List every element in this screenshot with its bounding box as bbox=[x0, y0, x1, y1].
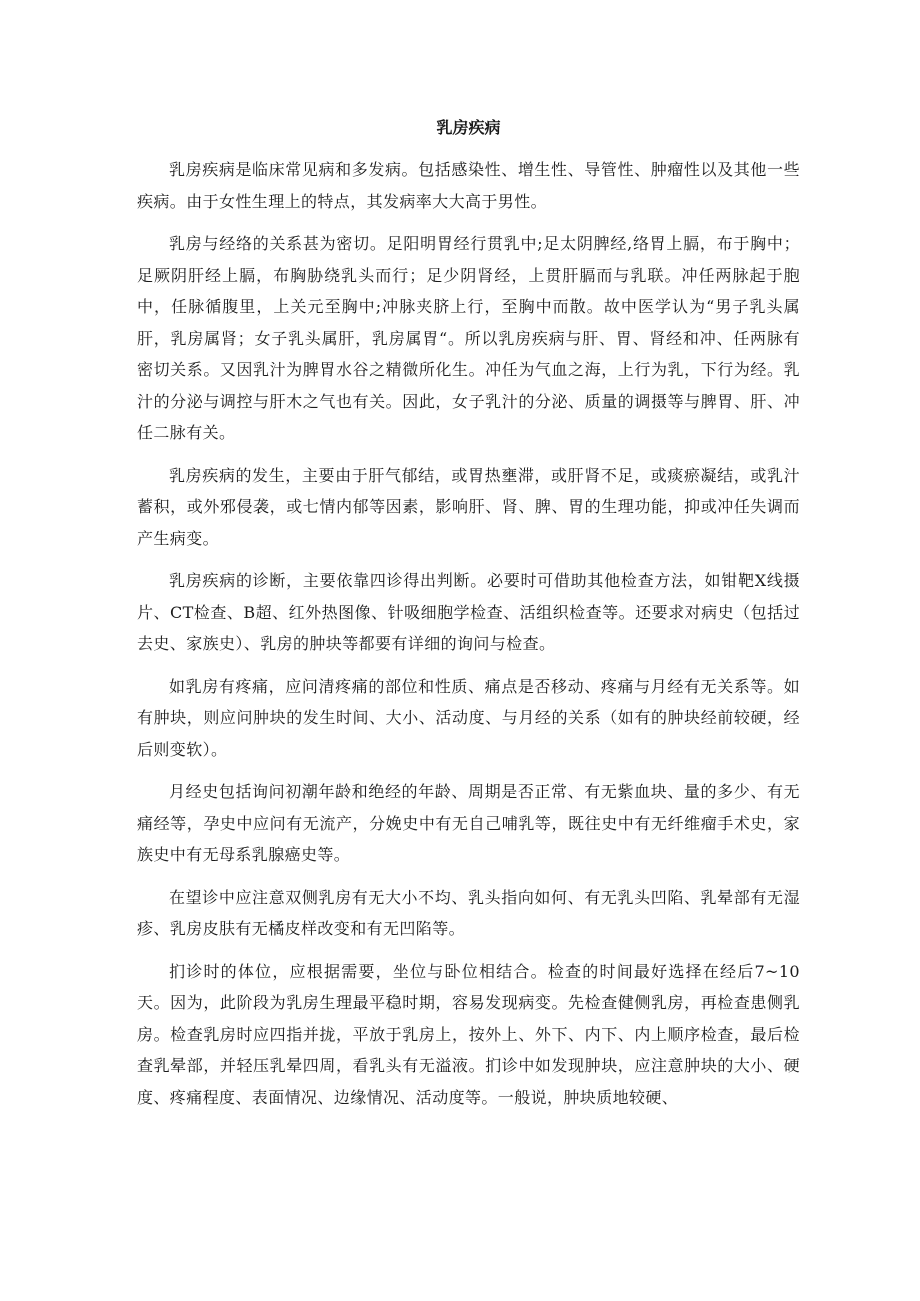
paragraph-history: 月经史包括询问初潮年龄和绝经的年龄、周期是否正常、有无紫血块、量的多少、有无痛经等，孕史中应问有无流产，分娩史中有无自己哺乳等，既往史中有无纤维瘤手术史，家族史中有无母系乳腺癌史等。 bbox=[137, 782, 800, 864]
paragraph-etiology: 乳房疾病的发生，主要由于肝气郁结，或胃热壅滞，或肝肾不足，或痰瘀凝结，或乳汁蓄积，或外邪侵袭，或七情内郁等因素，影响肝、肾、脾、胃的生理功能，抑或冲任失调而产生病变。 bbox=[137, 465, 800, 548]
paragraph-intro: 乳房疾病是临床常见病和多发病。包括感染性、增生性、导管性、肿瘤性以及其他一些疾病。由于女性生理上的特点，其发病率大大高于男性。 bbox=[137, 160, 800, 211]
document-title: 乳房疾病 bbox=[436, 118, 501, 137]
paragraph-pain-inquiry: 如乳房有疼痛，应问清疼痛的部位和性质、痛点是否移动、疼痛与月经有无关系等。如有肿块，则应问肿块的发生时间、大小、活动度、与月经的关系（如有的肿块经前较硬，经后则变软）。 bbox=[137, 676, 800, 759]
paragraph-palpation: 扪诊时的体位，应根据需要，坐位与卧位相结合。检查的时间最好选择在经后7~10天。因为，此阶段为乳房生理最平稳时期，容易发现病变。先检查健侧乳房，再检查患侧乳房。检查乳房时应四指并拢，平放于乳房上，按外上、外下、内下、内上顺序检查，最后检查乳晕部，并轻压乳晕四周，看乳头有无溢液。扪诊中如发现肿块，应注意肿块的大小、硬度、疼痛程度、表面情况、边缘情况、活动度等。一般说，肿块质地较硬、 bbox=[137, 961, 800, 1107]
paragraph-diagnosis: 乳房疾病的诊断，主要依靠四诊得出判断。必要时可借助其他检查方法，如钳靶X线摄片、CT检查、B超、红外热图像、针吸细胞学检查、活组织检查等。还要求对病史（包括过去史、家族史）、乳房的肿块等都要有详细的询问与检查。 bbox=[137, 571, 800, 653]
paragraph-inspection: 在望诊中应注意双侧乳房有无大小不均、乳头指向如何、有无乳头凹陷、乳晕部有无湿疹、乳房皮肤有无橘皮样改变和有无凹陷等。 bbox=[137, 887, 800, 938]
paragraph-meridians: 乳房与经络的关系甚为密切。足阳明胃经行贯乳中;足太阴脾经,络胃上膈，布于胸中；足厥阴肝经上膈，布胸胁绕乳头而行；足少阴肾经，上贯肝膈而与乳联。冲任两脉起于胞中，任脉循腹里，上关元至胸中;冲脉夹脐上行，至胸中而散。故中医学认为“男子乳头属肝，乳房属肾；女子乳头属肝，乳房属胃“。所以乳房疾病与肝、胃、肾经和冲、任两脉有密切关系。又因乳汁为脾胃水谷之精微所化生。冲任为气血之海，上行为乳，下行为经。乳汁的分泌与调控与肝木之气也有关。因此，女子乳汁的分泌、质量的调摄等与脾胃、肝、冲任二脉有关。 bbox=[137, 234, 800, 442]
